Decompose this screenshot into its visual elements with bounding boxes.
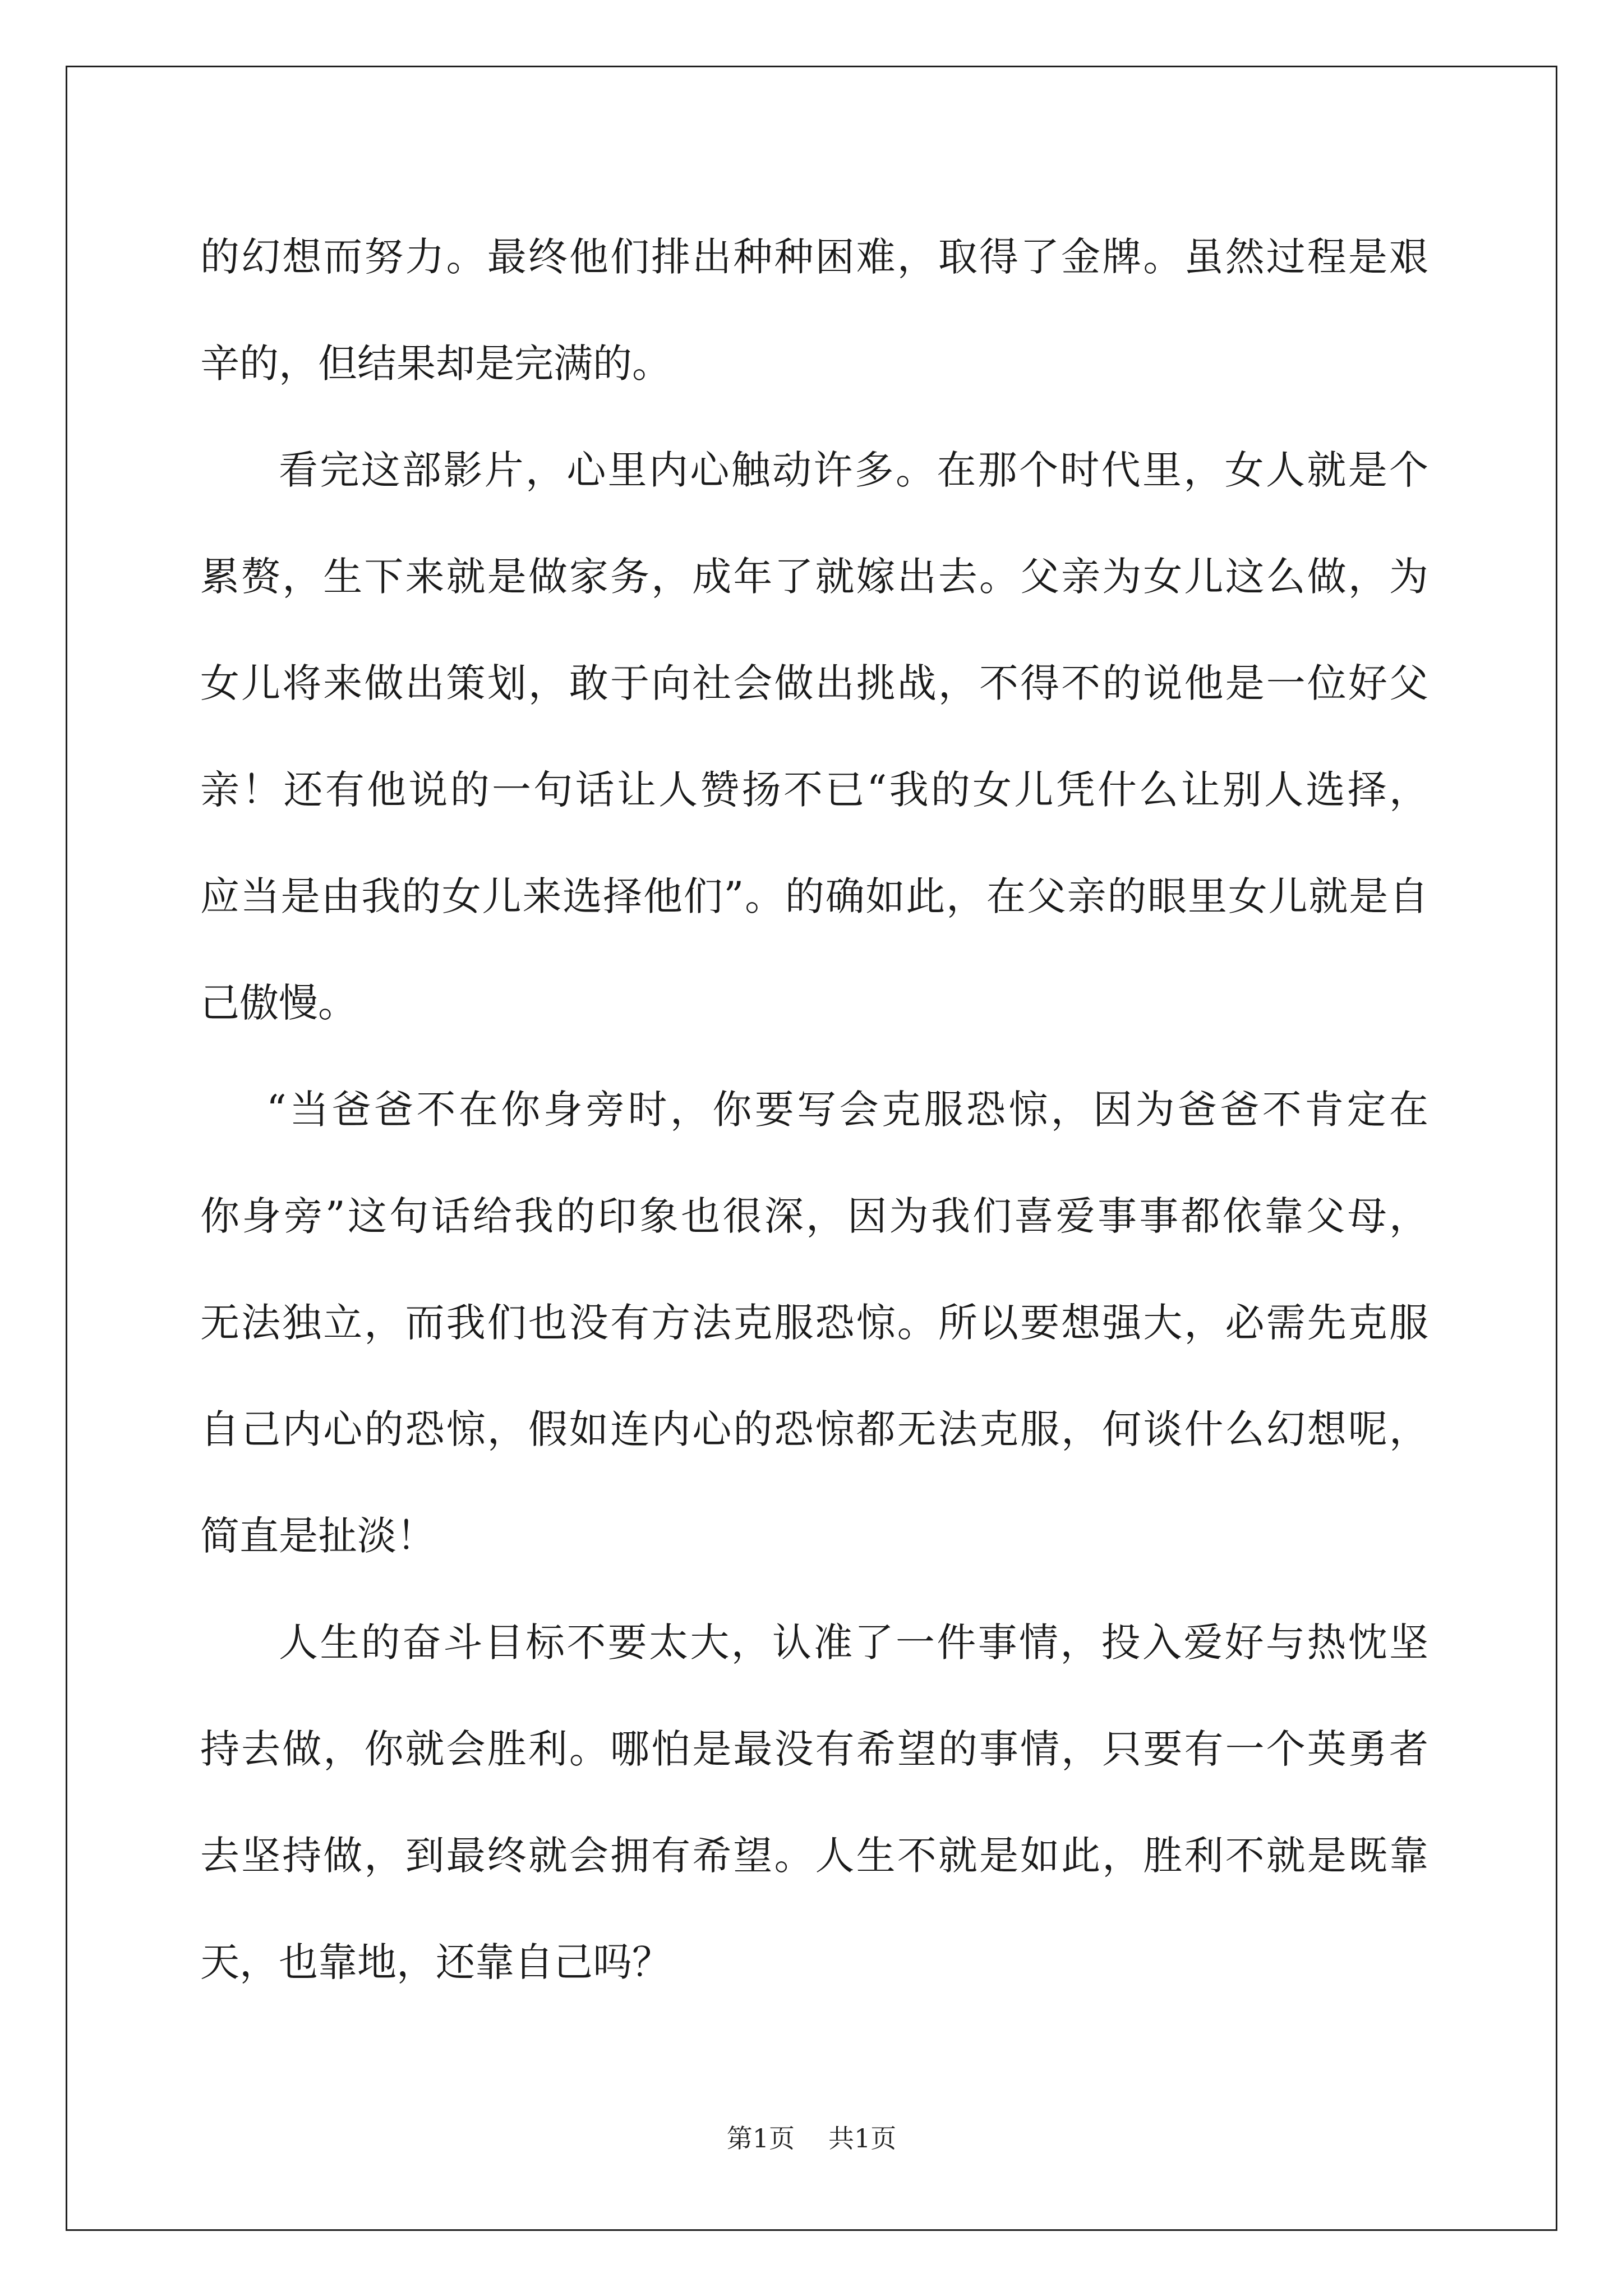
- text-line: 自己内心的恐惊，假如连内心的恐惊都无法克服，何谈什么幻想呢，: [200, 1406, 1428, 1452]
- text-line: 无法独立，而我们也没有方法克服恐惊。所以要想强大，必需先克服: [200, 1300, 1428, 1346]
- text-line: 女儿将来做出策划，敢于向社会做出挑战，不得不的说他是一位好父: [200, 660, 1428, 706]
- page-number: 第1页: [726, 2123, 795, 2154]
- text-line: 去坚持做，到最终就会拥有希望。人生不就是如此，胜利不就是既靠: [200, 1833, 1428, 1879]
- text-line: 辛的，但结果却是完满的。: [200, 341, 671, 386]
- page-footer: [0, 2122, 1623, 2155]
- text-line: 天，也靠地，还靠自己吗？: [200, 1939, 671, 1985]
- text-line: 的幻想而努力。最终他们排出种种困难，取得了金牌。虽然过程是艰: [200, 234, 1428, 280]
- text-line: 人生的奋斗目标不要太大，认准了一件事情，投入爱好与热忱坚: [279, 1619, 1428, 1665]
- page-total: 共1页: [828, 2123, 897, 2154]
- document-body: [200, 204, 1428, 2016]
- text-line: 己傲慢。: [200, 980, 357, 1026]
- text-line: 看完这部影片，心里内心触动许多。在那个时代里，女人就是个: [279, 447, 1428, 493]
- text-line: 你身旁”这句话给我的印象也很深，因为我们喜爱事事都依靠父母，: [200, 1193, 1428, 1239]
- text-line: 亲！还有他说的一句话让人赞扬不已“我的女儿凭什么让别人选择，: [200, 767, 1428, 813]
- text-line: 应当是由我的女儿来选择他们”。的确如此，在父亲的眼里女儿就是自: [200, 873, 1428, 919]
- text-line: “当爸爸不在你身旁时，你要写会克服恐惊，因为爸爸不肯定在: [266, 1087, 1428, 1133]
- text-line: 简直是扯淡！: [200, 1513, 436, 1559]
- text-line: 持去做，你就会胜利。哪怕是最没有希望的事情，只要有一个英勇者: [200, 1726, 1428, 1772]
- text-line: 累赘，生下来就是做家务，成年了就嫁出去。父亲为女儿这么做，为: [200, 554, 1428, 600]
